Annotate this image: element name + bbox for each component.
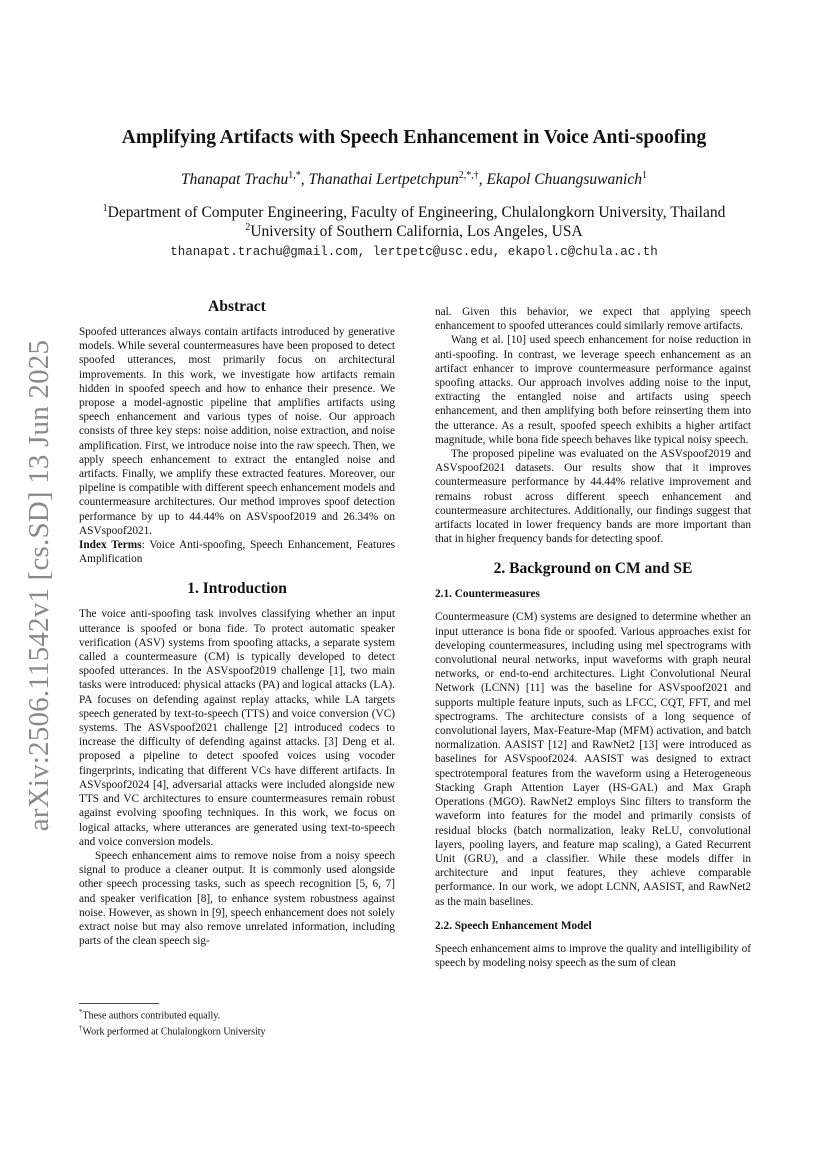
affiliation-mark: 1 (102, 203, 108, 214)
author-name: Thanapat Trachu (181, 171, 289, 189)
author-affil-mark: 1,* (288, 170, 301, 181)
affiliation-text: Department of Computer Engineering, Faculty of Engineering, Chulalongkorn University, Thailand (107, 204, 726, 222)
paragraph: The voice anti-spoofing task involves classifying whether an input utterance is spoofed or bona fide. To protect automatic speaker verification (ASV) systems from spoofing attacks, a separate system called a countermeasure (CM) is typically developed to detect spoofed utterances. In the ASVspoof2019 challenge [1], two main tasks were introduced: physical attacks (PA) and logical attacks (LA). PA focuses on defending against replay attacks, while LA targets speech generated by text-to-speech (TTS) and voice conversion (VC) systems. The ASVspoof2021 challenge [2] introduced codecs to increase the difficulty of defending against attacks. [3] Deng et al. proposed a pipeline to detect spoofed voices using vocoder fingerprints, indicating that different VCs have different artifacts. In ASVspoof2024 [4], adversarial attacks were included alongside new TTS and VC architectures to ensure countermeasures remain robust against evolving spoofing techniques. In this work, we focus on logical attacks, where utterances are generated using text-to-speech and voice conversion models. (79, 608, 395, 848)
abstract-text: Spoofed utterances always contain artifacts introduced by generative models. While several countermeasures have been proposed to detect spoofed utterances, most primarily focus on architectural improvements. In this work, we investigate how artifacts remain hidden in spoofed speech and how to enhance their presence. We propose a model-agnostic pipeline that amplifies artifacts using speech enhancement and various types of noise. Our approach consists of three key steps: noise addition, noise extraction, and noise amplification. First, we introduce noise into the raw speech. Then, we apply speech enhancement to extract the entangled noise and artifacts. Finally, we amplify these extracted features. Moreover, our pipeline is compatible with different speech enhancement models and countermeasure architectures. Our method improves spoof detection performance by up to 44.44% on ASVspoof2019 and 26.34% on ASVspoof2021. (79, 326, 395, 537)
paragraph: Speech enhancement aims to improve the quality and intelligibility of speech by modeling noisy speech as the sum of clean (435, 942, 751, 969)
author-list: Thanapat Trachu$^{1,*}$, Thanathai Lertpetchpun$^{2,*,\dagger}$, Ekapol Chuangsuwanich$^1$ (181, 170, 647, 189)
abstract-heading: Abstract (208, 298, 266, 315)
author-emails: thanapat.trachu@gmail.com, lertpetc@usc.edu, ekapol.c@chula.ac.th (170, 245, 658, 259)
index-terms-label: Index Terms (79, 539, 142, 552)
index-terms-text: : Voice Anti-spoofing, Speech Enhancement, Features Amplification (79, 539, 395, 566)
author-affil-mark: 1 (641, 170, 647, 181)
author-name: Thanathai Lertpetchpun (308, 171, 459, 189)
author-affil-mark: 2,*,† (458, 170, 479, 181)
section-heading-introduction: 1. Introduction (187, 580, 287, 598)
left-column (79, 298, 395, 948)
author-name: Ekapol Chuangsuwanich (486, 171, 642, 189)
footnote (79, 1022, 395, 1038)
footnote (79, 1006, 395, 1022)
section-heading-background: 2. Background on CM and SE (493, 560, 693, 578)
paragraph: The proposed pipeline was evaluated on the ASVspoof2019 and ASVspoof2021 datasets. Our results show that it improves countermeasure performance by 44.44% relative improvement and remains robust across different speech enhancement and countermeasure architectures. Additionally, our findings suggest that artifacts located in lower frequency bands are more important than that in higher frequency bands for detecting spoof. (435, 448, 751, 546)
index-terms (79, 538, 395, 566)
footnote-divider (79, 1003, 159, 1004)
footnote-mark: * (79, 1008, 83, 1016)
affiliation-text: University of Southern California, Los Angeles, USA (250, 223, 583, 241)
footnote-text: These authors contributed equally. (82, 1010, 221, 1022)
footnote-text: Work performed at Chulalongkorn University (82, 1026, 266, 1038)
paper-title: Amplifying Artifacts with Speech Enhancement in Voice Anti-spoofing (121, 127, 707, 148)
affiliation (0, 222, 828, 241)
arxiv-identifier (18, 339, 62, 831)
paragraph: Wang et al. [10] used speech enhancement for noise reduction in anti-spoofing. In contrast, we leverage speech enhancement as an artifact enhancer to improve countermeasure performance against spoofing attacks. Our approach involves adding noise to the input, extracting the entangled noise and artifacts using speech enhancement, and then amplifying both before reinserting them into the utterance. As a result, spoofed speech exhibits a higher artifact magnitude, while bona fide speech behaves like typical noisy speech. (435, 334, 751, 446)
paragraph: Countermeasure (CM) systems are designed to determine whether an input utterance is bona fide or spoofed. Various approaches exist for developing countermeasures, including using mel spectrograms with convolutional neural networks, input waveforms with graph neural networks, or end-to-end architectures. Light Convolutional Neural Network (LCNN) [11] was the baseline for ASVspoof2021 and supports multiple feature inputs, such as LFCC, CQT, FFT, and mel spectrograms. The architecture consists of a long sequence of convolutional layers, Max-Feature-Map (MFM) activation, and batch normalization. AASIST [12] and RawNet2 [13] were introduced as baselines for ASVspoof2024. AASIST was designed to extract spectrotemporal features from the waveform using a Heterogeneous Stacking Graph Attention Layer (HS-GAL) and Max Graph Operations (MGO). RawNet2 employs Sinc filters to transform the waveform into features for the model and primarily consists of residual blocks (batch normalization, leaky ReLU, convolutional layers, pooling layers, and feature map scaling), a Gated Recurrent Unit (GRU), and a classifier. While these models differ in architecture and input features, they achieve comparable performance. In our work, we adopt LCNN, AASIST, and RawNet2 as the main baselines. (435, 611, 751, 908)
subsection-heading-speech-enhancement: 2.2. Speech Enhancement Model (435, 919, 592, 932)
subsection-heading-countermeasures: 2.1. Countermeasures (435, 588, 540, 601)
right-column (435, 305, 751, 970)
affiliation (0, 203, 828, 222)
paragraph: Speech enhancement aims to remove noise from a noisy speech signal to produce a cleaner output. It is commonly used alongside other speech processing tasks, such as speech recognition [5, 6, 7] and speaker verification [8], to enhance system robustness against noise. However, as shown in [9], speech enhancement does not solely extract noise but may also remove unrelated information, including parts of the clean speech sig- (79, 849, 395, 948)
affiliation-mark: 2 (245, 222, 251, 233)
footnotes (79, 1006, 395, 1039)
arxiv-identifier-text: arXiv:2506.11542v1 [cs.SD] 13 Jun 2025 (23, 339, 56, 831)
paragraph: nal. Given this behavior, we expect that applying speech enhancement to spoofed utterances could similarly remove artifacts. (435, 306, 751, 333)
footnote-mark: † (79, 1024, 83, 1033)
